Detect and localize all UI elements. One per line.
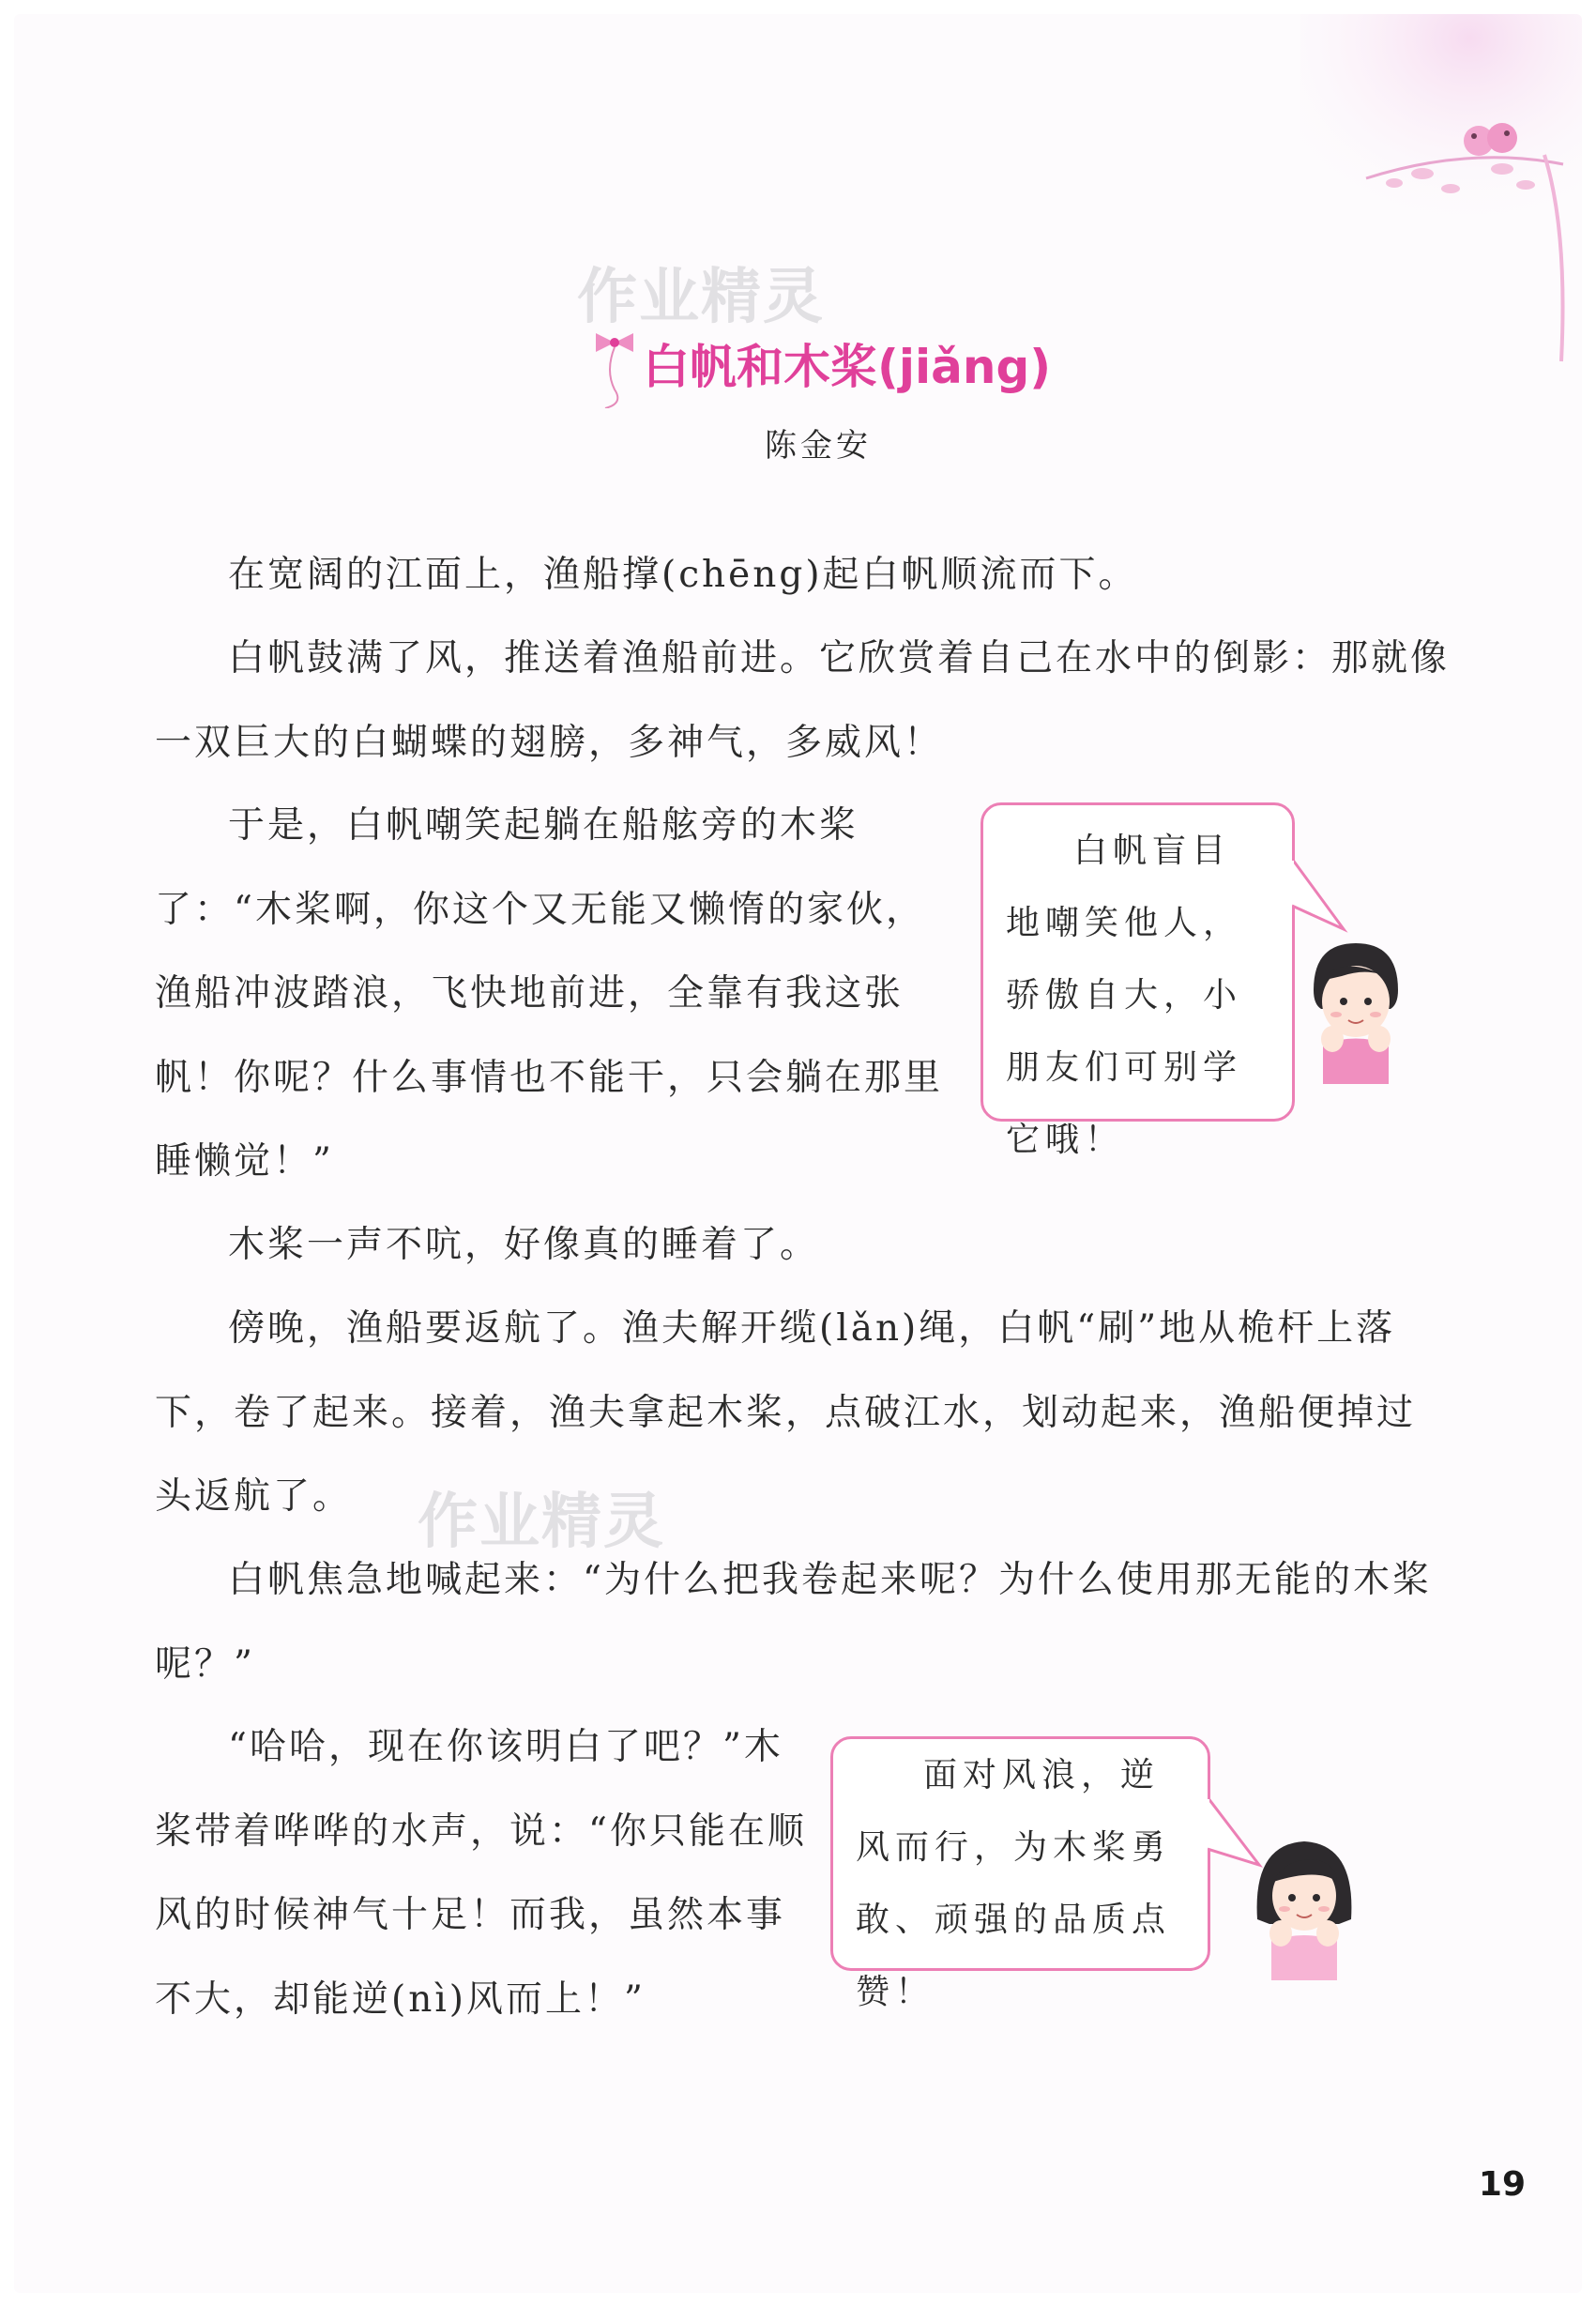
- paragraph: 傍晚，渔船要返航了。渔夫解开缆(lǎn)绳，白帆“刷”地从桅杆上落下，卷了起来。接着，渔夫拿起木桨，点破江水，划动起来，渔船便掉过头返航了。: [155, 1307, 1417, 1518]
- paragraph: 在宽阔的江面上，渔船撑(chēng)起白帆顺流而下。: [228, 554, 1138, 596]
- girl-avatar-icon: [1253, 1830, 1356, 1980]
- watermark: 作业精灵: [418, 1488, 665, 1557]
- page-number: 19: [1478, 2165, 1526, 2204]
- branch-birds-decoration: [1300, 14, 1582, 389]
- page: [14, 14, 1582, 2293]
- paragraph: “哈哈，现在你该明白了吧？”木桨带着哗哗的水声，说：“你只能在顺风的时候神气十足！而我，虽然本事不大，却能逆(nì)风而上！”: [155, 1726, 807, 2021]
- boy-avatar-icon: [1304, 934, 1407, 1084]
- bow-ribbon-icon: [577, 296, 652, 408]
- watermark: 作业精灵: [577, 263, 825, 332]
- title-block: [577, 296, 1065, 408]
- article-title: 白帆和木桨(jiǎng): [643, 340, 1052, 394]
- paragraph: 白帆鼓满了风，推送着渔船前进。它欣赏着自己在水中的倒影：那就像一双巨大的白蝴蝶的翅膀，多神气，多威风！: [155, 637, 1451, 764]
- comment-bubble: 白帆盲目地嘲笑他人，骄傲自大，小朋友们可别学它哦！: [980, 802, 1295, 1122]
- paragraph: 于是，白帆嘲笑起躺在船舷旁的木桨了：“木桨啊，你这个又无能又懒惰的家伙，渔船冲波踏浪，飞快地前进，全靠有我这张帆！你呢？什么事情也不能干，只会躺在那里睡懒觉！”: [155, 804, 944, 1183]
- paragraph: 木桨一声不吭，好像真的睡着了。: [228, 1224, 820, 1266]
- article-author: 陈金安: [765, 427, 872, 465]
- paragraph: 白帆焦急地喊起来：“为什么把我卷起来呢？为什么使用那无能的木桨呢？”: [155, 1559, 1432, 1686]
- comment-bubble: 面对风浪，逆风而行，为木桨勇敢、顽强的品质点赞！: [830, 1736, 1210, 1971]
- bubble-tail: [1292, 859, 1348, 934]
